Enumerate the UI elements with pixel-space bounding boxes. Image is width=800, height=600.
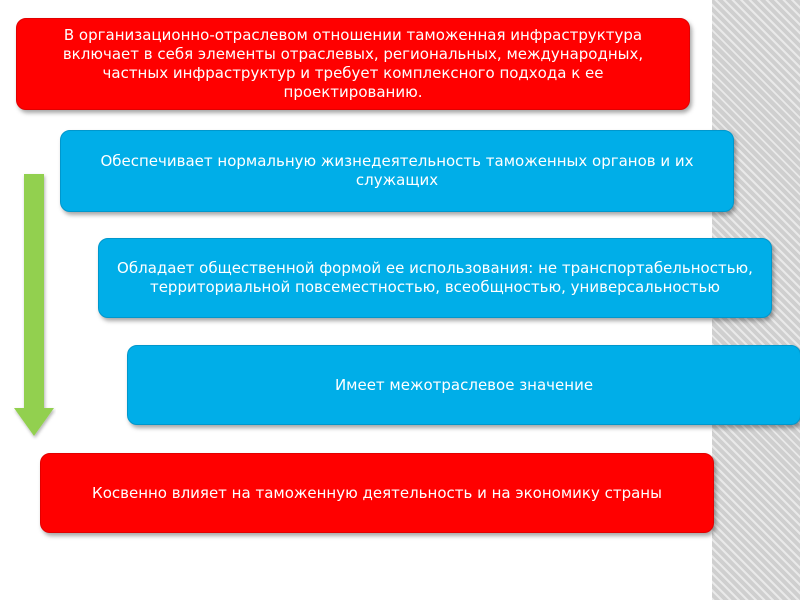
statement-text: Обладает общественной формой ее использования: не транспортабельностью, территориальной повсеместностью, всеобщностью, универсальностью (117, 259, 753, 296)
statement-box-life-support (60, 130, 734, 212)
statement-text: Обеспечивает нормальную жизнедеятельность таможенных органов и их служащих (100, 152, 694, 189)
statement-text: В организационно-отраслевом отношении таможенная инфраструктура включает в себя элементы отраслевых, региональных, международных, частных инфраструктур и требует комплексного подхода к ее проектированию. (62, 26, 644, 101)
statement-text: Имеет межотраслевое значение (334, 375, 594, 394)
statement-box-organizational (16, 18, 690, 110)
statement-box-intersectoral (127, 345, 800, 425)
arrow-down-icon (12, 170, 56, 440)
statement-box-indirect-influence (40, 453, 714, 533)
statement-text: Косвенно влияет на таможенную деятельность и на экономику страны (92, 483, 662, 502)
statement-box-public-form (98, 238, 772, 318)
